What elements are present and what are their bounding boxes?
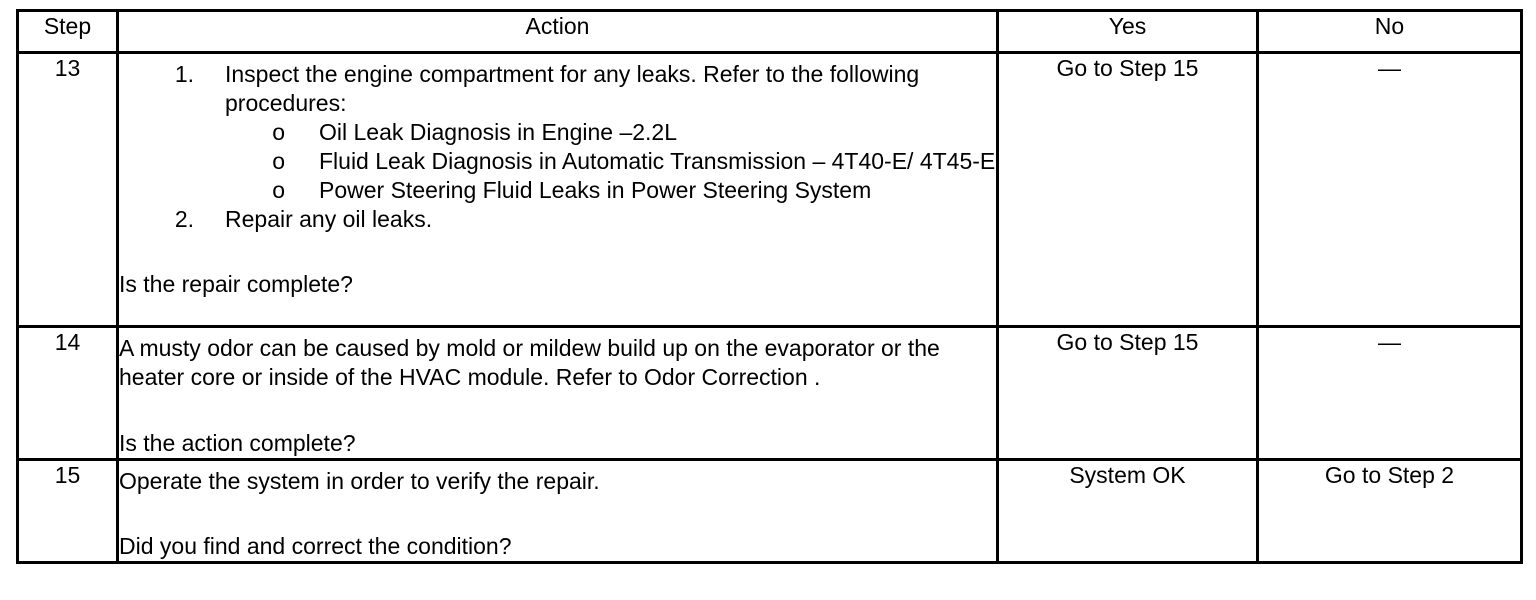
header-step: Step [18, 11, 118, 53]
action-text: A musty odor can be caused by mold or mildew build up on the evaporator or the heater core or inside of the HVAC module. Refer to Odor Correction . [119, 335, 940, 390]
list-text: Inspect the engine compartment for any leaks. Refer to the following procedures: [225, 61, 920, 116]
bullet-item [119, 176, 996, 205]
bullet-marker: o [272, 148, 285, 174]
procedure-link[interactable]: Fluid Leak Diagnosis in Automatic Transmission – 4T40-E/ 4T45-E [319, 148, 996, 174]
list-item [119, 60, 996, 118]
list-number: 2. [174, 206, 194, 232]
header-yes: Yes [998, 11, 1258, 53]
bullet-item [119, 147, 996, 176]
no-cell: — [1258, 327, 1522, 460]
procedure-link[interactable]: Oil Leak Diagnosis in Engine –2.2L [319, 119, 678, 145]
yes-cell: System OK [998, 460, 1258, 563]
bullet-marker: o [272, 119, 285, 145]
question-text: Did you find and correct the condition? [119, 533, 512, 559]
step-number: 14 [18, 327, 118, 460]
action-cell [118, 327, 998, 460]
list-number: 1. [174, 61, 194, 87]
step-number: 13 [18, 53, 118, 327]
yes-cell[interactable]: Go to Step 15 [998, 327, 1258, 460]
step-number: 15 [18, 460, 118, 563]
table-row [18, 53, 1522, 327]
header-no: No [1258, 11, 1522, 53]
question-text: Is the repair complete? [119, 271, 353, 297]
list-item [119, 205, 996, 234]
action-text: Operate the system in order to verify the repair. [119, 468, 600, 494]
question-text: Is the action complete? [119, 430, 356, 456]
table-row [18, 327, 1522, 460]
yes-cell[interactable]: Go to Step 15 [998, 53, 1258, 327]
procedure-link[interactable]: Power Steering Fluid Leaks in Power Steering System [319, 177, 872, 203]
bullet-item [119, 118, 996, 147]
list-text: Repair any oil leaks. [225, 206, 433, 232]
no-cell: — [1258, 53, 1522, 327]
header-row [18, 11, 1522, 53]
header-action: Action [118, 11, 998, 53]
bullet-marker: o [272, 177, 285, 203]
action-cell [118, 460, 998, 563]
diagnostic-table [16, 9, 1523, 564]
table-row [18, 460, 1522, 563]
no-cell[interactable]: Go to Step 2 [1258, 460, 1522, 563]
action-cell [118, 53, 998, 327]
